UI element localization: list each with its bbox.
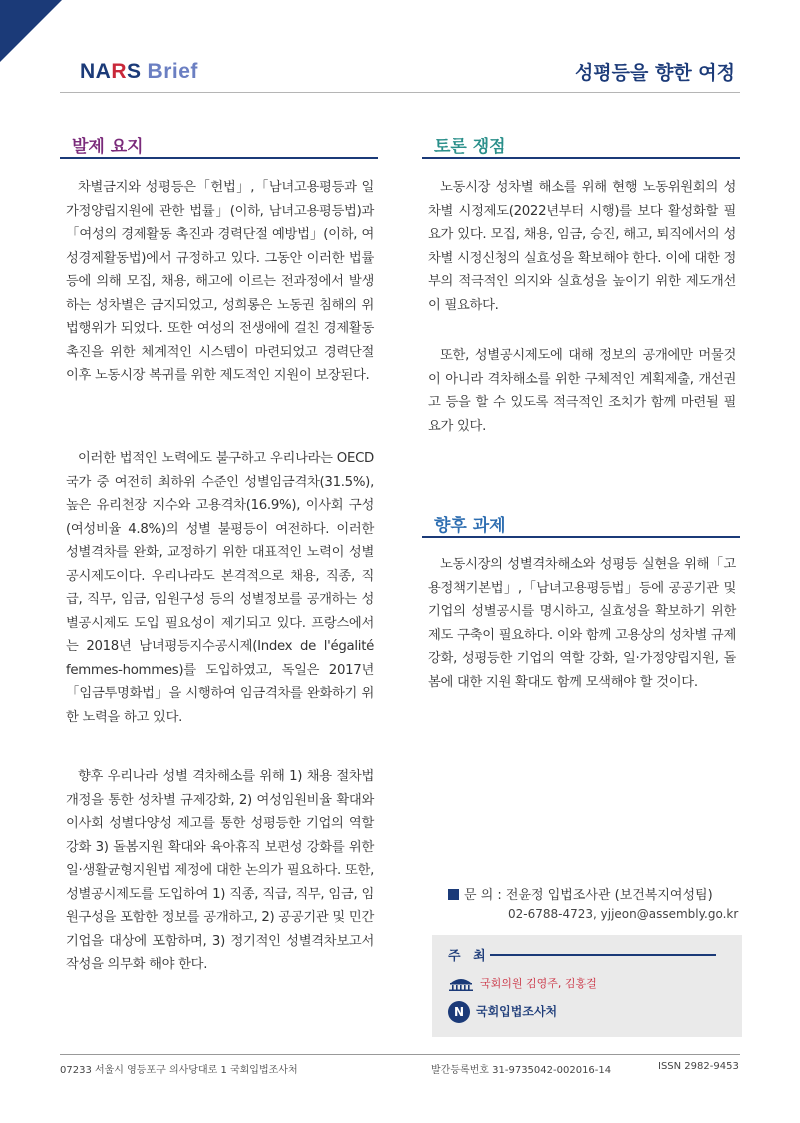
section-heading-debate: 토론 쟁점 bbox=[434, 137, 506, 157]
host-org-row bbox=[448, 1001, 557, 1023]
host-label: 주 최 bbox=[448, 949, 490, 964]
logo-text-s: S bbox=[127, 60, 142, 83]
assembly-building-icon bbox=[448, 977, 474, 991]
summary-paragraph-3: 향후 우리나라 성별 격차해소를 위해 1) 채용 절차법 개정을 통한 성차별 규제강화, 2) 여성임원비율 확대와 이사회 성별다양성 제고를 통한 성평등한 기업의 역할 강화 3) 돌봄지원 확대와 육아휴직 보편성 강화를 위한 일·생활균형지원법 제정에 대한 논의가 필요하다. 또한, 성별공시제도를 도입하여 1) 직종, 직급, 직무, 임금, 임원구성을 포함한 정보를 공개하고, 2) 공공기관 및 민간기업을 대상에 포함하며, 3) 정기적인 성별격차보고서 작성을 의무화 해야 한다. bbox=[66, 769, 374, 972]
section-rule-summary bbox=[60, 157, 378, 159]
host-org: 국회입법조사처 bbox=[476, 1004, 558, 1019]
header-divider bbox=[60, 92, 740, 93]
host-box bbox=[432, 935, 742, 1037]
summary-paragraph-2: 이러한 법적인 노력에도 불구하고 우리나라는 OECD 국가 중 여전히 최하위 수준인 성별임금격차(31.5%), 높은 유리천장 지수와 고용격차(16.9%), 이사회 구성(여성비율 4.8%)의 성별 불평등이 여전하다. 이러한 성별격차를 완화, 교정하기 위한 대표적인 노력이 성별공시제도이다. 우리나라도 본격적으로 채용, 직종, 직급, 직무, 임금, 임원구성 등의 성별정보를 공개하는 성별공시제도 도입 필요성이 제기되고 있다. 프랑스에서는 2018년 남녀평등지수공시제(Index de l'égalité femmes-hommes)를 도입하였고, 독일은 2017년「임금투명화법」을 시행하여 임금격차를 완화하기 위한 노력을 하고 있다. bbox=[66, 451, 374, 725]
nars-emblem-icon: N bbox=[448, 1001, 470, 1023]
summary-paragraph-1: 차별금지와 성평등은「헌법」,「남녀고용평등과 일가정양립지원에 관한 법률」(이하, 남녀고용평등법)과「여성의 경제활동 촉진과 경력단절 예방법」(이하, 여성경제활동법)에서 규정하고 있다. 그동안 이러한 법률등에 의해 모집, 채용, 해고에 이르는 전과정에서 발생하는 성차별은 금지되었고, 성희롱은 노동권 침해의 위법행위가 되었다. 또한 여성의 전생애에 걸친 경제활동 촉진을 위한 체계적인 시스템이 마련되었고 경력단절 이후 노동시장 복귀를 위한 제도적인 지원이 보장된다. bbox=[66, 180, 374, 383]
nars-brief-logo bbox=[80, 60, 198, 84]
logo-text-na: NA bbox=[80, 60, 112, 83]
logo-text-r: R bbox=[111, 60, 128, 83]
section-heading-summary: 발제 요지 bbox=[72, 137, 144, 157]
footer-address: 07233 서울시 영등포구 의사당대로 1 국회입법조사처 bbox=[60, 1065, 298, 1076]
contact-details: 02-6788-4723, yjjeon@assembly.go.kr bbox=[508, 907, 739, 921]
section-rule-future bbox=[422, 536, 740, 538]
square-bullet-icon bbox=[448, 889, 459, 900]
section-rule-debate bbox=[422, 157, 740, 159]
section-heading-future: 향후 과제 bbox=[434, 516, 506, 536]
footer-issn: ISSN 2982-9453 bbox=[658, 1061, 739, 1072]
page-title: 성평등을 향한 여정 bbox=[574, 62, 735, 84]
footer-divider bbox=[60, 1054, 740, 1055]
contact-person: 문 의 : 전윤정 입법조사관 (보건복지여성팀) bbox=[464, 888, 713, 903]
footer-registration: 발간등록번호 31-9735042-002016-14 bbox=[431, 1065, 612, 1076]
host-members-row bbox=[448, 975, 597, 991]
debate-paragraph-2: 또한, 성별공시제도에 대해 정보의 공개에만 머물것이 아니라 격차해소를 위한 구체적인 계획제출, 개선권고 등을 할 수 있도록 적극적인 조치가 함께 마련될 필요가 있다. bbox=[428, 348, 736, 434]
future-paragraph-1: 노동시장의 성별격차해소와 성평등 실현을 위해「고용정책기본법」,「남녀고용평등법」등에 공공기관 및 기업의 성별공시를 명시하고, 실효성을 확보하기 위한 제도 구축이 필요하다. 이와 함께 고용상의 성차별 규제강화, 성평등한 기업의 역할 강화, 일·가정양립지원, 돌봄에 대한 지원 확대도 함께 모색해야 할 것이다. bbox=[428, 557, 736, 690]
corner-decoration bbox=[0, 0, 62, 62]
logo-text-brief: Brief bbox=[147, 60, 198, 83]
host-members: 국회의원 김영주, 김홍걸 bbox=[480, 977, 597, 990]
debate-paragraph-1: 노동시장 성차별 해소를 위해 현행 노동위원회의 성차별 시정제도(2022년부터 시행)를 보다 활성화할 필요가 있다. 모집, 채용, 임금, 승진, 해고, 퇴직에서의 성차별 시정신청의 실효성을 확보해야 한다. 이에 대한 정부의 적극적인 의지와 실효성을 높이기 위한 제도개선이 필요하다. bbox=[428, 180, 736, 313]
contact-line bbox=[448, 884, 713, 903]
host-divider bbox=[490, 954, 716, 956]
